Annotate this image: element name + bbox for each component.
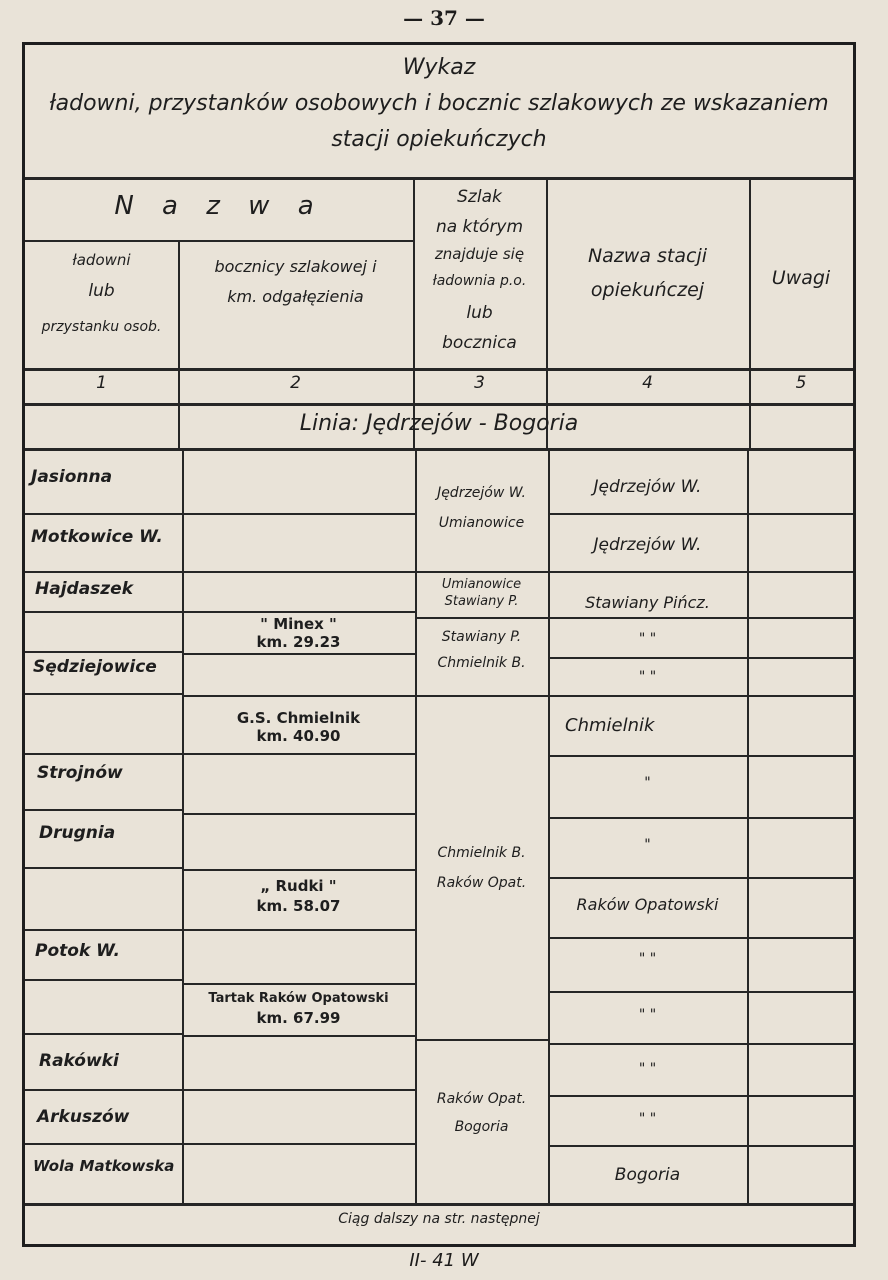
header-col3-line1: Szlak <box>457 187 502 207</box>
row-line <box>548 657 747 659</box>
document-table <box>22 42 856 1247</box>
siding-name: „ Rudki " <box>260 877 337 895</box>
row-line <box>747 755 853 757</box>
title-line-3: stacji opiekuńczych <box>331 127 547 152</box>
row-line <box>747 1043 853 1045</box>
header-col1-line1: ładowni <box>72 251 131 269</box>
column-number-3: 3 <box>474 373 485 393</box>
row-line <box>548 617 747 619</box>
stop-name: Rakówki <box>39 1051 119 1071</box>
row-line <box>25 611 182 613</box>
siding-km: km. 29.23 <box>256 633 341 651</box>
stop-name: Potok W. <box>35 941 120 961</box>
stop-name: Hajdaszek <box>35 579 134 599</box>
supervising-station: " " <box>638 1007 657 1023</box>
route-end: Chmielnik B. <box>437 655 526 671</box>
supervising-station: Raków Opatowski <box>576 895 719 914</box>
row-line <box>182 1089 415 1091</box>
header-divider <box>25 368 853 371</box>
row-line <box>747 657 853 659</box>
row-line <box>747 877 853 879</box>
row-line <box>25 929 182 931</box>
row-line <box>182 929 415 931</box>
header-col3-line2: na którym <box>435 217 524 237</box>
row-line <box>548 817 747 819</box>
row-line <box>182 513 415 515</box>
row-line <box>25 753 182 755</box>
supervising-station: Jędrzejów W. <box>593 535 702 555</box>
column-number-4: 4 <box>642 373 653 393</box>
route-start: Chmielnik B. <box>437 845 526 861</box>
title-divider <box>25 177 853 180</box>
stop-name: Strojnów <box>37 763 123 783</box>
header-col5: Uwagi <box>771 267 831 289</box>
row-line <box>747 817 853 819</box>
row-line <box>548 937 747 939</box>
row-line <box>182 869 415 871</box>
supervising-station: " " <box>638 951 657 967</box>
col4-border-body <box>747 448 749 1203</box>
page-number: — 37 — <box>403 6 485 30</box>
row-line <box>182 695 415 697</box>
row-line <box>548 991 747 993</box>
row-line <box>25 867 182 869</box>
row-line <box>747 937 853 939</box>
supervising-station: " " <box>638 1111 657 1127</box>
siding-km: km. 40.90 <box>256 727 341 745</box>
col4-border <box>749 177 751 448</box>
stop-name: Arkuszów <box>37 1107 130 1127</box>
row-line <box>548 513 747 515</box>
supervising-station: " " <box>638 669 657 685</box>
nazwa-divider <box>25 240 413 242</box>
row-line <box>25 809 182 811</box>
column-number-1: 1 <box>96 373 107 393</box>
route-end: Umianowice <box>438 515 525 531</box>
header-col3-line4: ładownia p.o. <box>432 273 527 289</box>
stop-name: Jasionna <box>31 467 113 487</box>
row-line <box>25 513 182 515</box>
supervising-station: Bogoria <box>614 1165 681 1185</box>
col2-border-body <box>415 448 417 1203</box>
row-line <box>747 1145 853 1147</box>
stop-name: Sędziejowice <box>33 657 157 677</box>
line-title-divider <box>25 448 853 451</box>
row-line <box>415 571 548 573</box>
supervising-station: " <box>644 775 651 791</box>
title-line-1: Wykaz <box>402 55 476 80</box>
row-line <box>415 695 548 697</box>
header-col4-line1: Nazwa stacji <box>587 245 708 267</box>
row-line <box>548 755 747 757</box>
siding-km: km. 58.07 <box>256 897 341 915</box>
row-line <box>182 983 415 985</box>
row-line <box>747 571 853 573</box>
header-nazwa: N a z w a <box>114 191 324 221</box>
header-col3-line5: lub <box>466 303 493 323</box>
col3-border-body <box>548 448 550 1203</box>
continued-note: Ciąg dalszy na str. następnej <box>338 1211 540 1227</box>
row-line <box>747 617 853 619</box>
line-title: Linia: Jędrzejów - Bogoria <box>299 411 579 436</box>
siding-km: km. 67.99 <box>256 1009 341 1027</box>
row-line <box>182 753 415 755</box>
col3-border <box>546 177 548 448</box>
row-line <box>182 1143 415 1145</box>
row-line <box>548 877 747 879</box>
row-line <box>747 695 853 697</box>
header-col2-line1: bocznicy szlakowej i <box>214 257 377 276</box>
bottom-code: II- 41 W <box>409 1250 479 1271</box>
column-number-2: 2 <box>290 373 301 393</box>
row-line <box>415 1039 548 1041</box>
route-end: Bogoria <box>454 1119 509 1135</box>
row-line <box>548 1145 747 1147</box>
siding-name: Tartak Raków Opatowski <box>208 991 389 1006</box>
row-line <box>25 1033 182 1035</box>
row-line <box>182 571 415 573</box>
route-start: Jędrzejów W. <box>437 485 526 501</box>
supervising-station: " " <box>638 1061 657 1077</box>
row-line <box>25 651 182 653</box>
supervising-station: " " <box>638 631 657 647</box>
stop-name: Wola Matkowska <box>33 1157 175 1175</box>
supervising-station: Stawiany Pińcz. <box>585 593 710 612</box>
row-line <box>548 1095 747 1097</box>
row-line <box>182 1035 415 1037</box>
row-line <box>182 813 415 815</box>
route-start: Stawiany P. <box>441 629 522 645</box>
footer-divider <box>25 1203 853 1206</box>
route-end: Raków Opat. <box>436 875 527 891</box>
stop-name: Drugnia <box>39 823 116 843</box>
row-line <box>548 571 747 573</box>
row-line <box>25 693 182 695</box>
route-start: Raków Opat. <box>436 1091 527 1107</box>
column-number-5: 5 <box>795 373 807 393</box>
row-line <box>415 617 548 619</box>
row-line <box>25 979 182 981</box>
header-col2-line2: km. odgałęzienia <box>227 287 364 306</box>
header-col4-line2: opiekuńczej <box>590 279 705 301</box>
row-line <box>548 695 747 697</box>
numbers-divider <box>25 403 853 406</box>
header-col3-line3: znajduje się <box>434 245 525 263</box>
siding-name: " Minex " <box>260 615 337 633</box>
row-line <box>548 1043 747 1045</box>
row-line <box>25 1143 182 1145</box>
row-line <box>747 1095 853 1097</box>
row-line <box>25 571 182 573</box>
route-end: Stawiany P. <box>444 594 519 609</box>
row-line <box>747 991 853 993</box>
header-col3-line6: bocznica <box>442 333 517 353</box>
row-line <box>25 1089 182 1091</box>
supervising-station: " <box>644 837 651 853</box>
supervising-station: Chmielnik <box>565 715 655 736</box>
header-col1-line3: przystanku osob. <box>41 319 162 335</box>
title-line-2: ładowni, przystanków osobowych i bocznic szlakowych ze wskazaniem <box>49 91 829 116</box>
route-start: Umianowice <box>441 577 522 592</box>
row-line <box>182 653 415 655</box>
row-line <box>182 611 415 613</box>
stop-name: Motkowice W. <box>31 527 163 547</box>
header-col1-line2: lub <box>88 281 115 301</box>
row-line <box>747 513 853 515</box>
siding-name: G.S. Chmielnik <box>236 709 361 727</box>
supervising-station: Jędrzejów W. <box>593 477 702 497</box>
